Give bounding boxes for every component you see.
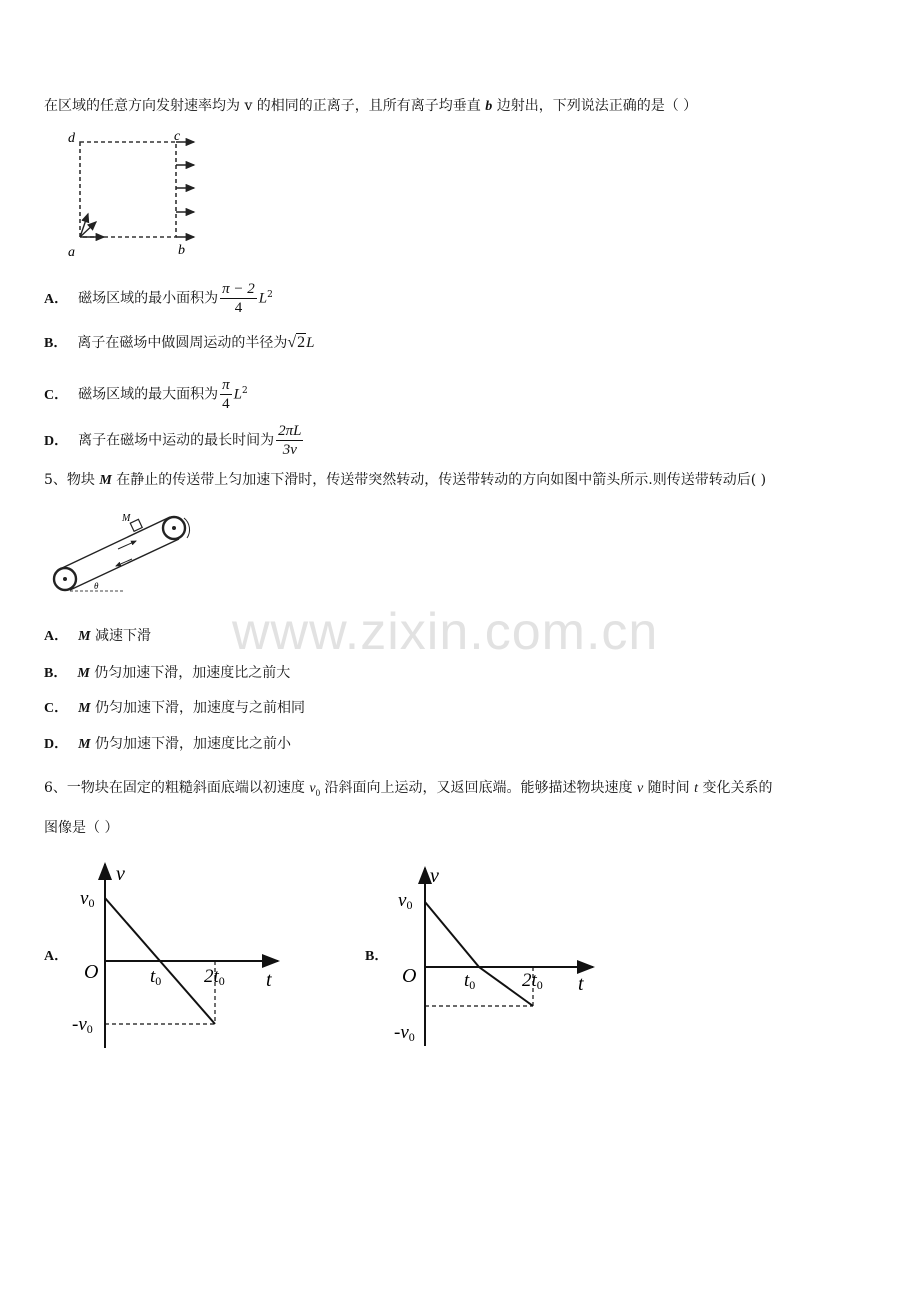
q5-conveyor-figure <box>44 506 204 598</box>
neg-v0-label: -v0 <box>394 1022 415 1044</box>
t0-label: t0 <box>464 970 476 992</box>
q5-option-a[interactable] <box>44 626 151 647</box>
option-letter: C． <box>44 701 69 716</box>
v0-symbol: v <box>309 781 316 796</box>
exponent: 2 <box>267 289 273 300</box>
q6-stem-mid1: 沿斜面向上运动，又返回底端。能够描述物块速度 <box>320 780 637 796</box>
q6-stem-end: 变化关系的 <box>698 780 773 796</box>
q4-option-c[interactable] <box>44 376 248 413</box>
q5-stem-text: 物块 <box>66 472 100 488</box>
option-text: 磁场区域的最小面积为 <box>78 290 219 307</box>
y-axis-label: v <box>430 865 439 887</box>
origin-label: O <box>402 965 417 987</box>
block-M <box>130 519 142 531</box>
denominator: 3v <box>282 442 297 458</box>
option-letter: A． <box>44 291 69 307</box>
upper-pulley-axle <box>172 526 176 530</box>
q6-stem-text: 一物块在固定的粗糙斜面底端以初速度 <box>66 780 310 796</box>
q6-stem-line2-text: 图像是（ ） <box>44 820 119 836</box>
fraction <box>220 376 232 413</box>
denominator: 4 <box>234 300 243 316</box>
neg-v0-label: -v0 <box>72 1014 93 1036</box>
label-d: d <box>68 131 75 146</box>
option-letter: D． <box>44 737 69 752</box>
watermark: www.zixin.com.cn <box>232 603 659 661</box>
q4-stem-text: 在区域的任意方向发射速率均为 v 的相同的正离子，且所有离子均垂直 <box>44 98 486 114</box>
q5-stem-tail: 在静止的传送带上匀加速下滑时，传送带突然转动，传送带转动的方向如图中箭头所示.则传送带转动后( ) <box>111 472 767 488</box>
q4-option-d[interactable] <box>44 422 305 459</box>
q4-option-a[interactable] <box>44 280 273 317</box>
q5-stem-M: M <box>99 473 112 488</box>
q4-square-figure <box>62 128 202 260</box>
q4-stem-tail: 边射出，下列说法正确的是（ ） <box>492 98 698 114</box>
belt-arrow-up <box>118 541 136 549</box>
option-M: M <box>77 666 90 681</box>
option-M: M <box>78 701 91 716</box>
v-symbol: v <box>637 781 644 796</box>
option-text: 仍匀加速下滑，加速度比之前大 <box>94 665 291 681</box>
v0-subscript: 0 <box>315 787 321 798</box>
q4-option-b[interactable] <box>44 333 314 354</box>
math-L: L <box>258 290 268 307</box>
v0-label: v0 <box>80 888 95 910</box>
option-letter: A． <box>44 629 69 644</box>
option-text: 离子在磁场中运动的最长时间为 <box>78 432 275 449</box>
q6-stem-mid2: 随时间 <box>643 780 695 796</box>
q5-option-b[interactable] <box>44 663 290 684</box>
radicand: 2 <box>297 334 306 351</box>
q6-stem-line2 <box>44 818 118 838</box>
numerator: π <box>222 377 230 393</box>
two-t0-label: 2t0 <box>204 966 225 988</box>
option-letter: D． <box>44 433 69 449</box>
x-axis-label: t <box>266 969 272 991</box>
t0-label: t0 <box>150 966 162 988</box>
math-L: L <box>233 386 242 403</box>
q5-stem <box>44 470 766 491</box>
q6-stem <box>44 778 772 803</box>
option-text: 磁场区域的最大面积为 <box>78 386 219 403</box>
x-axis-label: t <box>578 973 584 995</box>
question-number: 5、 <box>44 472 67 488</box>
belt-top <box>60 517 170 569</box>
y-axis-label: v <box>116 863 125 885</box>
numerator: π − 2 <box>222 281 255 297</box>
option-text: 仍匀加速下滑，加速度与之前相同 <box>95 700 306 716</box>
label-b: b <box>178 243 185 258</box>
q6-graph-a <box>70 858 290 1058</box>
q4-stem <box>44 96 697 117</box>
option-letter: B． <box>44 666 68 681</box>
math-L: L <box>306 335 315 351</box>
fraction <box>220 280 257 317</box>
option-text: 仍匀加速下滑，加速度比之前小 <box>95 736 292 752</box>
t-symbol: t <box>694 781 699 796</box>
sqrt-expression: √2 <box>287 334 306 351</box>
lower-pulley-axle <box>63 577 67 581</box>
option-letter: A． <box>44 949 69 964</box>
option-M: M <box>78 629 91 644</box>
option-text: 离子在磁场中做圆周运动的半径为 <box>77 335 288 351</box>
denominator: 4 <box>222 396 230 412</box>
numerator: 2πL <box>278 423 302 439</box>
q4-stem-b: b <box>485 99 493 114</box>
option-M: M <box>78 737 91 752</box>
q5-option-c[interactable] <box>44 698 305 719</box>
q5-option-d[interactable] <box>44 734 291 755</box>
label-theta: θ <box>94 581 99 591</box>
label-a: a <box>68 245 75 260</box>
fraction <box>276 422 303 459</box>
velocity-line <box>425 902 533 1006</box>
origin-label: O <box>84 961 99 983</box>
option-text: 减速下滑 <box>95 628 152 644</box>
exponent: 2 <box>241 385 248 396</box>
option-letter: B． <box>44 336 68 351</box>
v0-label: v0 <box>398 890 413 912</box>
option-letter: B． <box>365 949 389 964</box>
question-number: 6、 <box>44 780 67 796</box>
q6-graph-b <box>390 862 610 1052</box>
label-M: M <box>122 513 131 524</box>
label-c: c <box>174 129 181 144</box>
two-t0-label: 2t0 <box>522 970 543 992</box>
option-letter: C． <box>44 387 69 403</box>
